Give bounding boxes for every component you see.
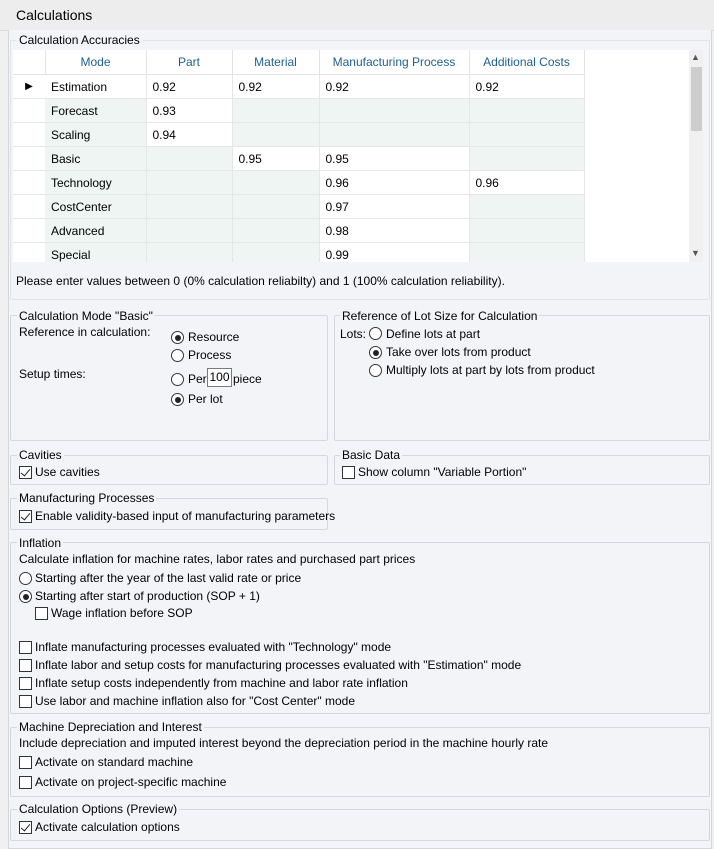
after-sop-radio[interactable] <box>19 590 32 603</box>
accuracy-table <box>13 50 585 262</box>
row-selector <box>13 99 45 123</box>
cell-additional[interactable]: 0.92 <box>469 75 584 99</box>
lot-size-legend: Reference of Lot Size for Calculation <box>342 309 538 323</box>
per-lot-radio[interactable] <box>171 393 184 406</box>
cell-mode: Technology <box>45 171 146 195</box>
row-selector <box>13 195 45 219</box>
window-title: Calculations <box>16 7 93 23</box>
costcenter-inflation-checkbox[interactable] <box>19 695 32 708</box>
activate-options-label[interactable]: Activate calculation options <box>35 820 180 834</box>
inflate-setup-checkbox[interactable] <box>19 677 32 690</box>
row-selector <box>13 123 45 147</box>
row-selector <box>13 219 45 243</box>
cell-additional <box>469 147 584 171</box>
header-row <box>13 50 584 75</box>
cell-process[interactable]: 0.96 <box>319 171 469 195</box>
cell-part <box>146 243 232 263</box>
cell-material[interactable]: 0.95 <box>232 147 319 171</box>
row-pointer-icon: ▶ <box>13 75 45 99</box>
cell-mode: CostCenter <box>45 195 146 219</box>
depreciation-legend: Machine Depreciation and Interest <box>19 720 202 734</box>
cell-process[interactable]: 0.98 <box>319 219 469 243</box>
after-sop-label[interactable]: Starting after start of production (SOP + 1) <box>35 589 260 603</box>
table-row[interactable] <box>13 243 584 263</box>
depreciation-description: Include depreciation and imputed interest beyond the depreciation period in the machine hourly rate <box>19 736 549 750</box>
cell-material <box>232 171 319 195</box>
table-row[interactable] <box>13 219 584 243</box>
options-legend: Calculation Options (Preview) <box>19 802 178 816</box>
inflation-description: Calculate inflation for machine rates, labor rates and purchased part prices <box>19 552 416 566</box>
row-selector-header <box>13 50 45 75</box>
accuracy-hint: Please enter values between 0 (0% calculation reliabilty) and 1 (100% calculation reliability). <box>16 274 505 288</box>
cell-material <box>232 243 319 263</box>
take-over-lots-radio[interactable] <box>369 346 382 359</box>
take-over-lots-label[interactable]: Take over lots from product <box>386 345 531 359</box>
multiply-lots-label[interactable]: Multiply lots at part by lots from product <box>386 363 595 377</box>
col-mode[interactable]: Mode <box>45 50 146 75</box>
col-part[interactable]: Part <box>146 50 232 75</box>
cell-additional <box>469 123 584 147</box>
cell-part[interactable]: 0.93 <box>146 99 232 123</box>
after-year-radio[interactable] <box>19 572 32 585</box>
cell-additional[interactable]: 0.96 <box>469 171 584 195</box>
reference-label: Reference in calculation: <box>19 325 151 339</box>
validity-based-label[interactable]: Enable validity-based input of manufacturing parameters <box>35 509 336 523</box>
wage-before-sop-checkbox[interactable] <box>35 607 48 620</box>
cell-additional <box>469 243 584 263</box>
cell-material <box>232 195 319 219</box>
basic-mode-legend: Calculation Mode "Basic" <box>19 309 153 323</box>
define-lots-radio[interactable] <box>369 327 382 340</box>
lots-label: Lots: <box>340 327 367 341</box>
cell-mode: Estimation <box>45 75 146 99</box>
standard-machine-label[interactable]: Activate on standard machine <box>35 755 194 769</box>
cell-process <box>319 123 469 147</box>
row-selector <box>13 171 45 195</box>
table-row[interactable] <box>13 99 584 123</box>
cell-mode: Forecast <box>45 99 146 123</box>
cell-material <box>232 123 319 147</box>
use-cavities-label[interactable]: Use cavities <box>35 465 100 479</box>
col-process[interactable]: Manufacturing Process <box>319 50 469 75</box>
accuracies-legend: Calculation Accuracies <box>19 33 140 47</box>
table-row[interactable] <box>13 123 584 147</box>
per-piece-input[interactable]: 100 <box>207 368 232 387</box>
resource-radio[interactable] <box>171 331 184 344</box>
cell-part[interactable]: 0.92 <box>146 75 232 99</box>
setup-times-label: Setup times: <box>19 367 86 381</box>
cell-part[interactable]: 0.94 <box>146 123 232 147</box>
cell-part <box>146 195 232 219</box>
define-lots-label[interactable]: Define lots at part <box>386 327 481 341</box>
cell-part <box>146 171 232 195</box>
project-machine-label[interactable]: Activate on project-specific machine <box>35 775 227 789</box>
inflate-technology-checkbox[interactable] <box>19 641 32 654</box>
table-row[interactable] <box>13 171 584 195</box>
piece-label: piece <box>233 372 262 386</box>
inflate-labor-label[interactable]: Inflate labor and setup costs for manufacturing processes evaluated with "Estimation" mode <box>35 658 522 672</box>
multiply-lots-radio[interactable] <box>369 364 382 377</box>
cell-additional <box>469 99 584 123</box>
cell-part <box>146 147 232 171</box>
row-selector <box>13 243 45 263</box>
col-additional[interactable]: Additional Costs <box>469 50 584 75</box>
process-radio[interactable] <box>171 349 184 362</box>
cell-mode: Advanced <box>45 219 146 243</box>
standard-machine-checkbox[interactable] <box>19 756 32 769</box>
cell-process[interactable]: 0.97 <box>319 195 469 219</box>
table-row[interactable] <box>13 75 584 99</box>
inflate-labor-checkbox[interactable] <box>19 659 32 672</box>
cell-additional <box>469 219 584 243</box>
resource-label[interactable]: Resource <box>188 330 240 344</box>
manufacturing-legend: Manufacturing Processes <box>19 491 155 505</box>
inflation-legend: Inflation <box>19 536 62 550</box>
scroll-thumb[interactable] <box>691 67 702 131</box>
cell-part <box>146 219 232 243</box>
show-variable-portion-label[interactable]: Show column "Variable Portion" <box>358 465 527 479</box>
per-label[interactable]: Per <box>188 372 207 386</box>
accuracy-grid[interactable] <box>13 50 703 262</box>
wage-before-sop-label[interactable]: Wage inflation before SOP <box>51 606 193 620</box>
table-row[interactable] <box>13 147 584 171</box>
show-variable-portion-checkbox[interactable] <box>342 466 355 479</box>
cell-process[interactable]: 0.99 <box>319 243 469 263</box>
cell-process <box>319 99 469 123</box>
inflate-setup-label[interactable]: Inflate setup costs independently from machine and labor rate inflation <box>35 676 408 690</box>
scroll-up-icon[interactable]: ▲ <box>691 52 700 62</box>
table-row[interactable] <box>13 195 584 219</box>
after-year-label[interactable]: Starting after the year of the last valid rate or price <box>35 571 302 585</box>
per-piece-radio[interactable] <box>171 373 184 386</box>
cell-material <box>232 99 319 123</box>
cell-additional <box>469 195 584 219</box>
project-machine-checkbox[interactable] <box>19 776 32 789</box>
cell-process[interactable]: 0.95 <box>319 147 469 171</box>
process-label[interactable]: Process <box>188 348 232 362</box>
validity-based-checkbox[interactable] <box>19 510 32 523</box>
cell-material[interactable]: 0.92 <box>232 75 319 99</box>
basic-data-legend: Basic Data <box>342 448 401 462</box>
cell-mode: Special <box>45 243 146 263</box>
cell-material <box>232 219 319 243</box>
grid-scrollbar[interactable] <box>689 50 703 262</box>
cell-mode: Basic <box>45 147 146 171</box>
row-selector <box>13 147 45 171</box>
title-bar <box>0 0 714 31</box>
scroll-down-icon[interactable]: ▼ <box>691 248 700 258</box>
col-material[interactable]: Material <box>232 50 319 75</box>
per-lot-label[interactable]: Per lot <box>188 392 223 406</box>
cavities-legend: Cavities <box>19 448 62 462</box>
inflate-technology-label[interactable]: Inflate manufacturing processes evaluated with "Technology" mode <box>35 640 392 654</box>
cell-mode: Scaling <box>45 123 146 147</box>
activate-options-checkbox[interactable] <box>19 821 32 834</box>
costcenter-inflation-label[interactable]: Use labor and machine inflation also for "Cost Center" mode <box>35 694 356 708</box>
cell-process[interactable]: 0.92 <box>319 75 469 99</box>
use-cavities-checkbox[interactable] <box>19 466 32 479</box>
